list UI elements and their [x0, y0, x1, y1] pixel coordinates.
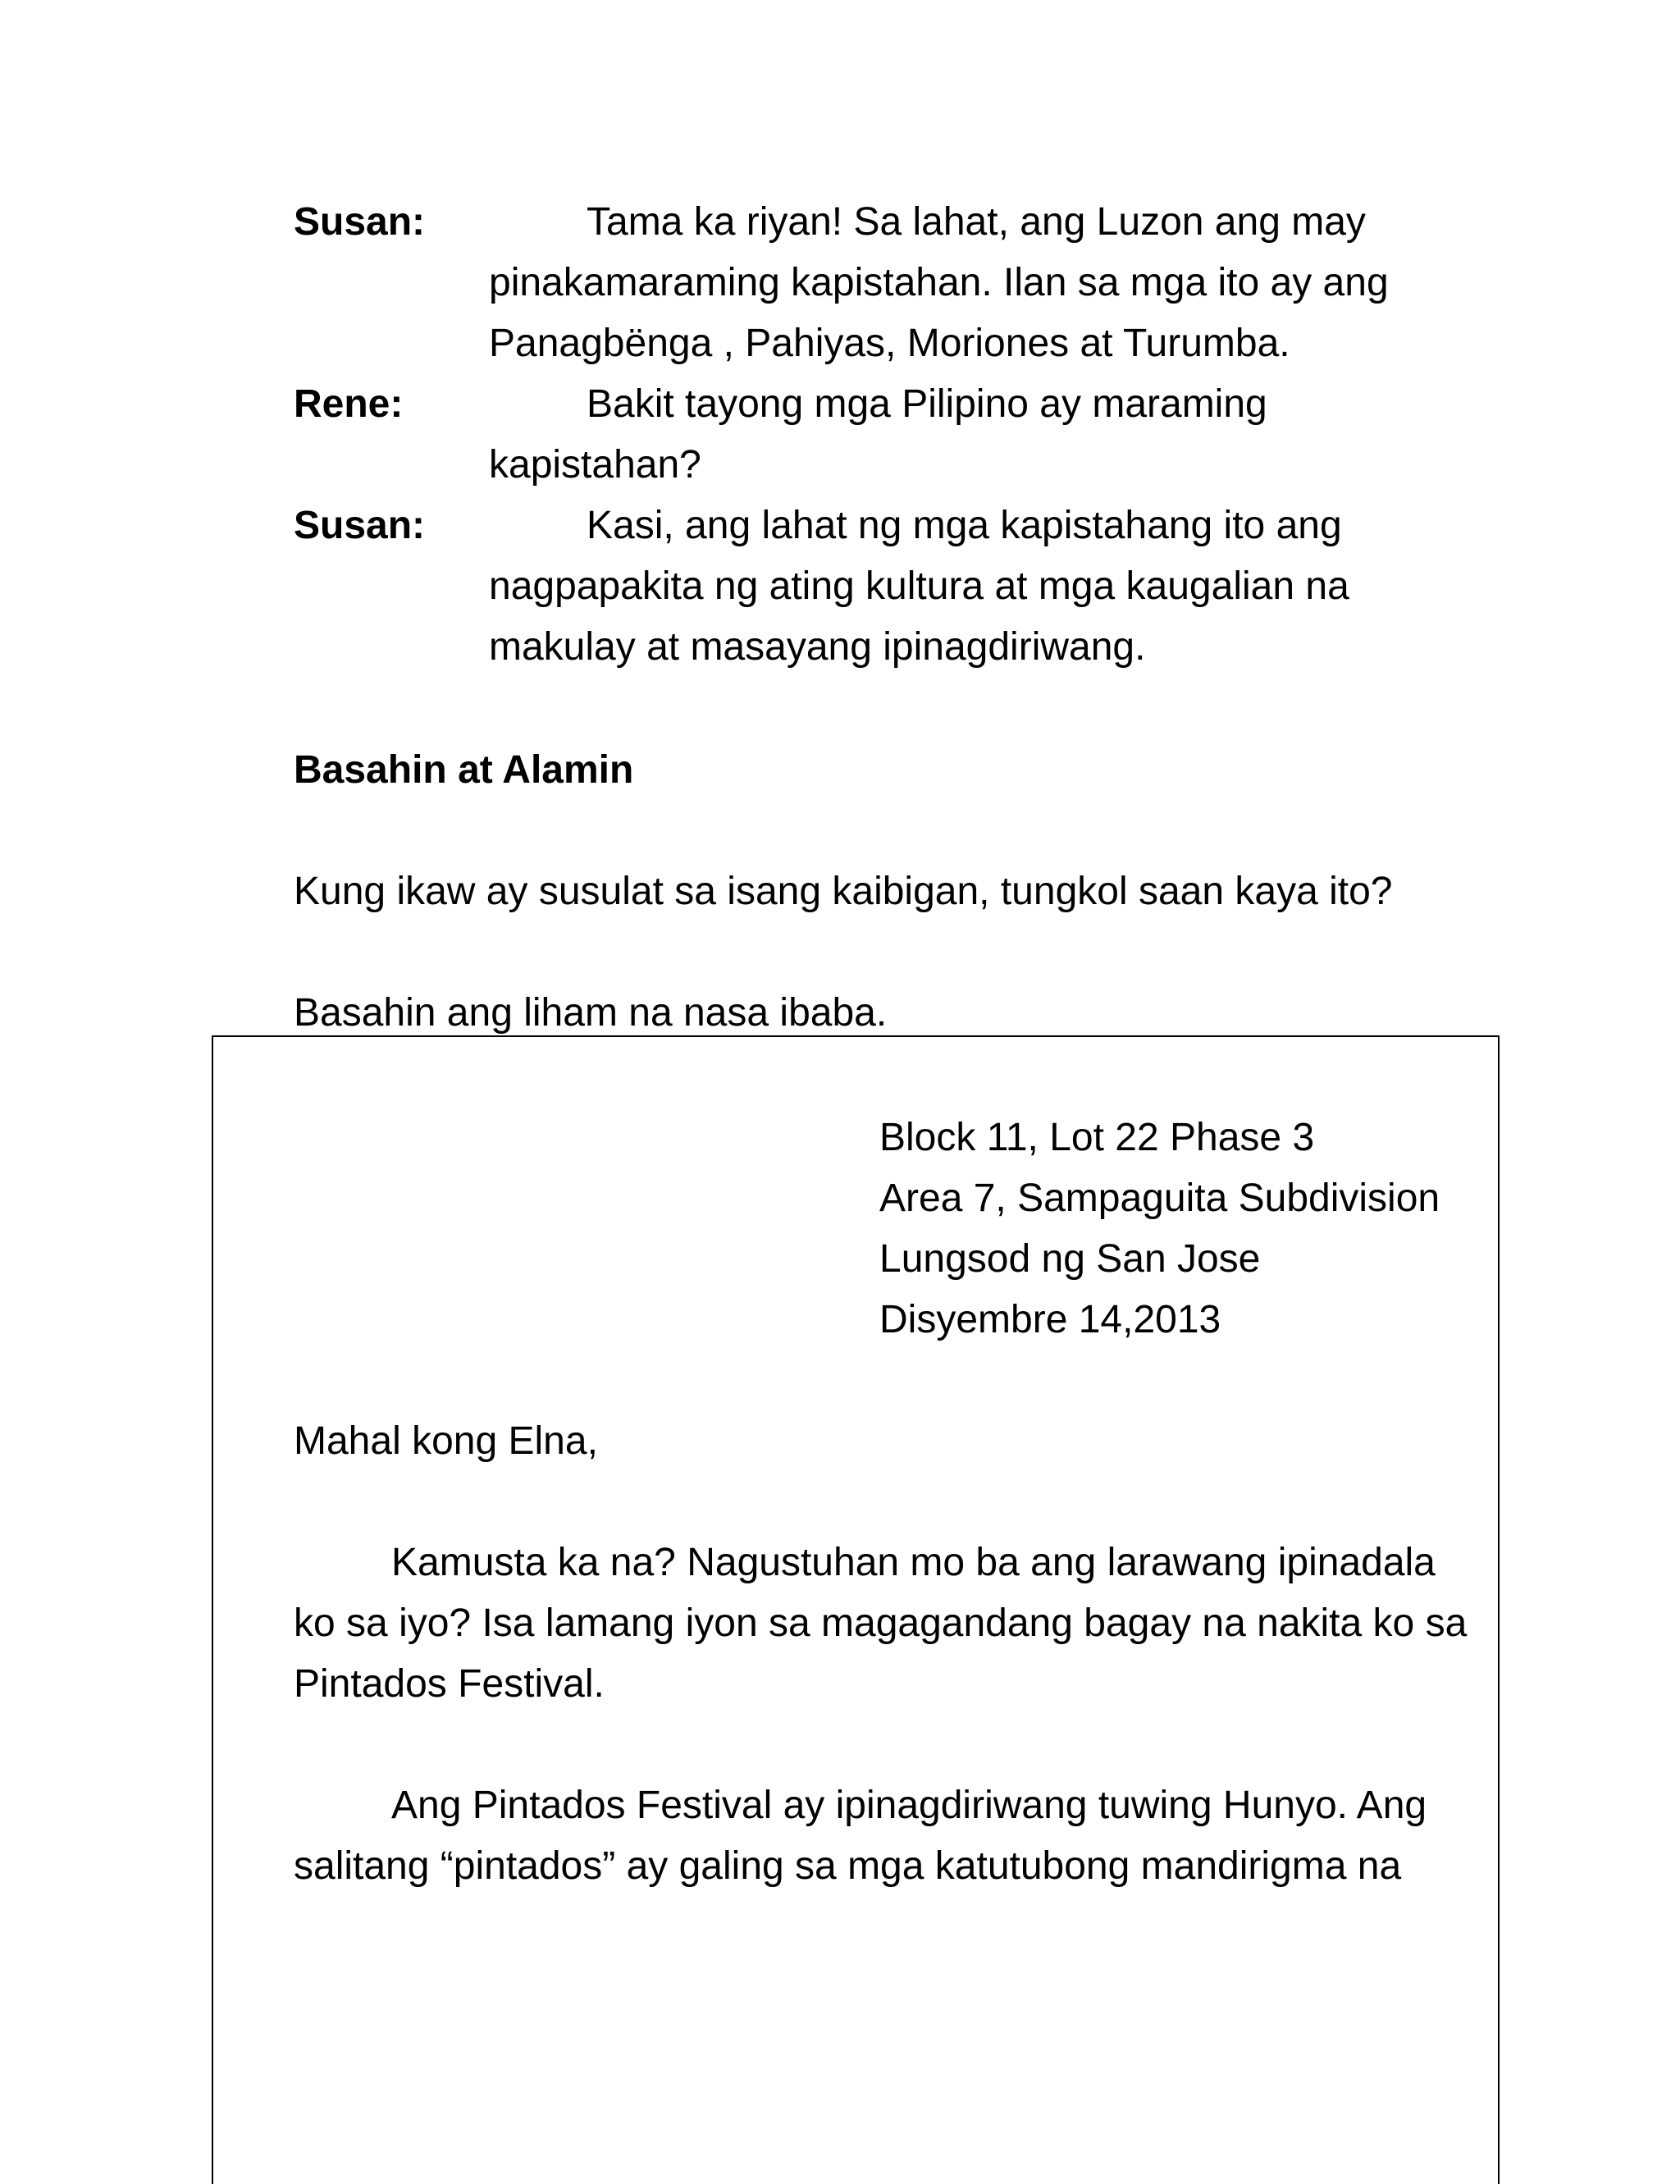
paragraph-line: Pintados Festival. — [294, 1662, 605, 1706]
address-line: Area 7, Sampaguita Subdivision — [879, 1177, 1440, 1220]
dialogue-line: pinakamaraming kapistahan. Ilan sa mga ito ay ang — [489, 261, 1389, 304]
dialogue-line: Tama ka riyan! Sa lahat, ang Luzon ang may — [587, 200, 1366, 244]
dialogue-line: makulay at masayang ipinagdiriwang. — [489, 625, 1146, 669]
letter-date: Disyembre 14,2013 — [879, 1298, 1221, 1341]
speaker-label: Susan: — [294, 200, 426, 244]
address-line: Lungsod ng San Jose — [879, 1237, 1261, 1281]
address-line: Block 11, Lot 22 Phase 3 — [879, 1116, 1315, 1159]
paragraph-line: salitang “pintados” ay galing sa mga katutubong mandirigma na — [294, 1844, 1402, 1888]
dialogue-line: Bakit tayong mga Pilipino ay maraming — [587, 382, 1267, 426]
paragraph-line: Kamusta ka na? Nagustuhan mo ba ang larawang ipinadala — [391, 1541, 1436, 1584]
paragraph-line: Ang Pintados Festival ay ipinagdiriwang tuwing Hunyo. Ang — [391, 1784, 1427, 1827]
section-question: Kung ikaw ay susulat sa isang kaibigan, tungkol saan kaya ito? — [294, 870, 1393, 913]
dialogue-line: Kasi, ang lahat ng mga kapistahang ito ang — [587, 504, 1342, 547]
section-instruction: Basahin ang liham na nasa ibaba. — [294, 991, 888, 1035]
dialogue-line: kapistahan? — [489, 443, 701, 487]
section-heading: Basahin at Alamin — [294, 748, 634, 792]
speaker-label: Rene: — [294, 382, 404, 426]
letter-salutation: Mahal kong Elna, — [294, 1419, 598, 1463]
speaker-label: Susan: — [294, 504, 426, 547]
dialogue-line: nagpapakita ng ating kultura at mga kaugalian na — [489, 564, 1349, 608]
dialogue-line: Panagbënga , Pahiyas, Moriones at Turumba. — [489, 322, 1290, 365]
paragraph-line: ko sa iyo? Isa lamang iyon sa magagandang bagay na nakita ko sa — [294, 1601, 1468, 1645]
